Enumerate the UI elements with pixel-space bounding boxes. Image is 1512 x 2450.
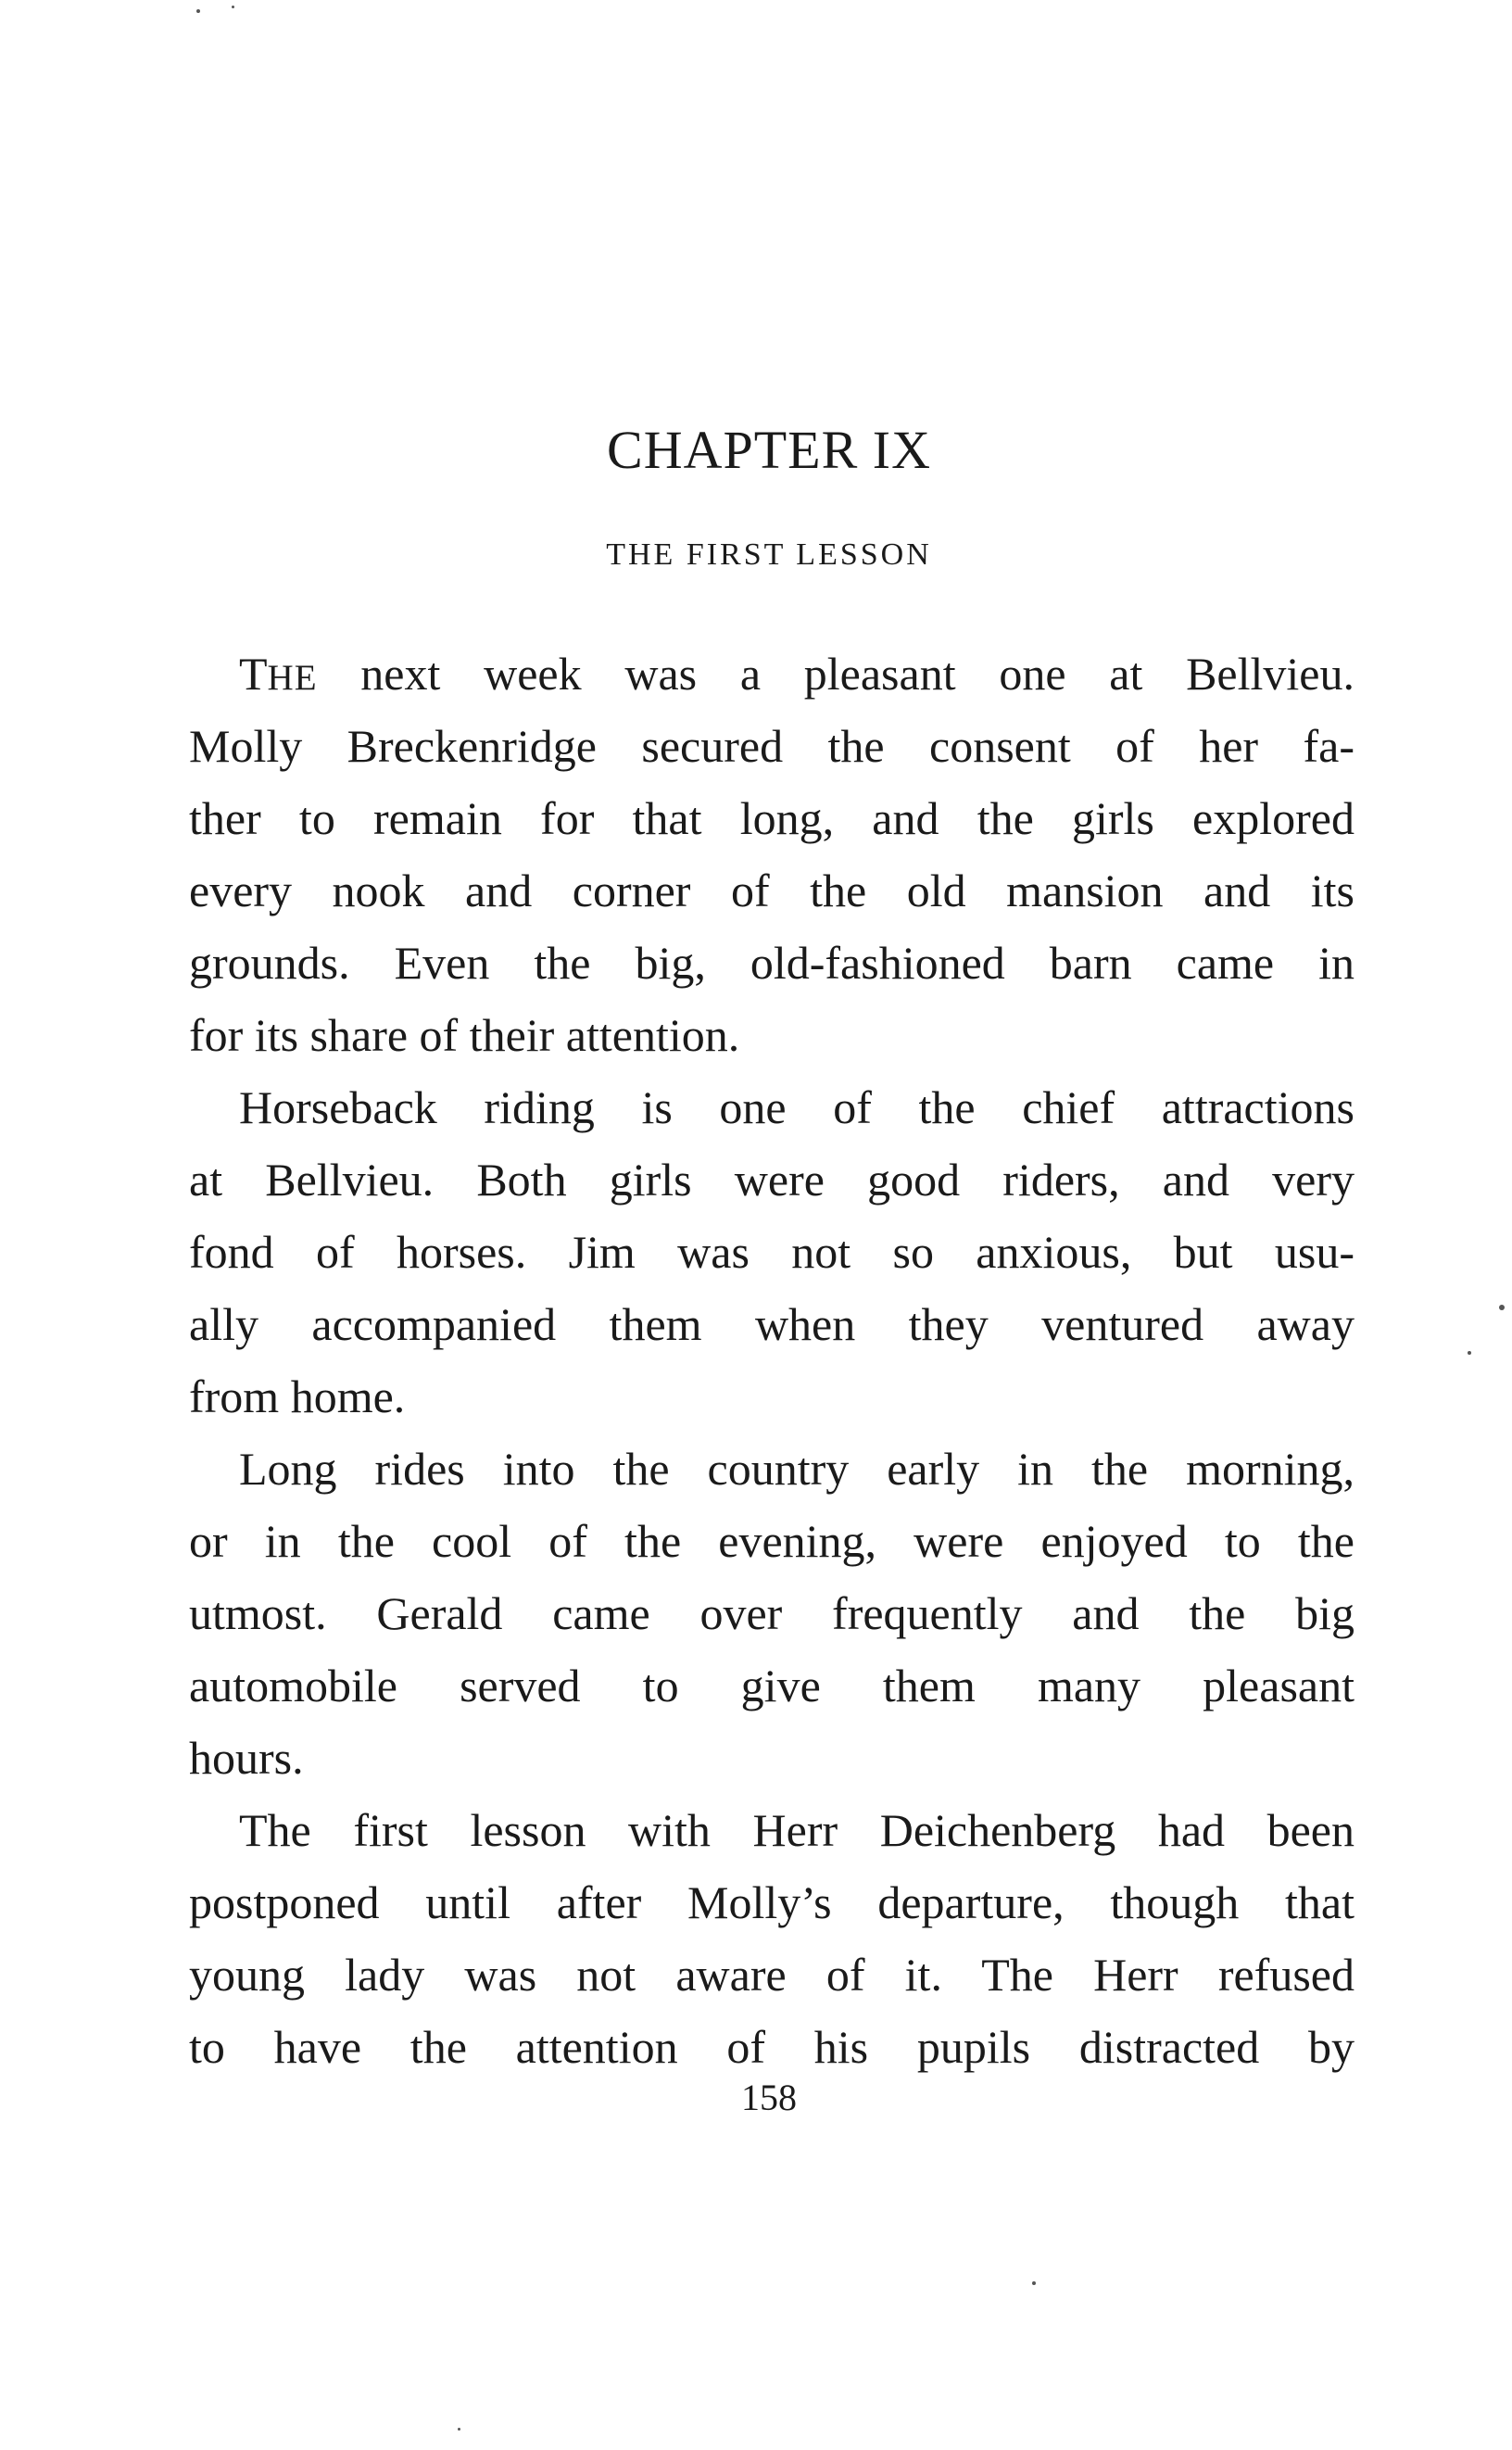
- scan-speck: [196, 9, 200, 13]
- first-line-text: next week was a pleasant one at Bellvieu.: [317, 648, 1354, 700]
- scan-speck: [232, 6, 234, 8]
- scan-speck: [1032, 2281, 1036, 2285]
- text-line: from home.: [189, 1370, 406, 1422]
- text-line: Horseback riding is one of the chief attractions: [239, 1081, 1354, 1133]
- small-caps-rest: HE: [267, 658, 318, 698]
- text-line: The first lesson with Herr Deichenberg had been: [239, 1804, 1354, 1856]
- chapter-title: CHAPTER IX: [607, 420, 931, 480]
- small-caps-initial: T: [239, 648, 268, 700]
- text-line: automobile served to give them many pleasant: [189, 1660, 1354, 1711]
- text-line: every nook and corner of the old mansion and its: [189, 865, 1354, 916]
- chapter-subtitle: THE FIRST LESSON: [606, 537, 932, 572]
- text-line: postponed until after Molly’s departure, though that: [189, 1876, 1354, 1928]
- scan-speck: [1499, 1305, 1505, 1310]
- text-line: to have the attention of his pupils distracted by: [189, 2021, 1354, 2073]
- text-line: utmost. Gerald came over frequently and the big: [189, 1587, 1354, 1639]
- text-line: ally accompanied them when they ventured away: [189, 1298, 1354, 1350]
- page-number: 158: [741, 2077, 797, 2118]
- text-line: young lady was not aware of it. The Herr refused: [189, 1949, 1354, 2001]
- scan-speck: [458, 2428, 460, 2431]
- text-line: Molly Breckenridge secured the consent of her fa-: [189, 720, 1354, 772]
- text-line: or in the cool of the evening, were enjoyed to the: [189, 1515, 1354, 1567]
- text-line: hours.: [189, 1732, 304, 1784]
- text-line: Long rides into the country early in the morning,: [239, 1443, 1354, 1495]
- text-line: [189, 638, 1354, 710]
- text-line: at Bellvieu. Both girls were good riders, and very: [189, 1154, 1354, 1206]
- text-line: fond of horses. Jim was not so anxious, but usu-: [189, 1226, 1354, 1278]
- text-line: ther to remain for that long, and the girls explored: [189, 792, 1354, 844]
- text-line: grounds. Even the big, old-fashioned barn came in: [189, 937, 1354, 989]
- body-text: [189, 638, 1354, 2083]
- scan-speck: [1468, 1351, 1471, 1355]
- text-line: for its share of their attention.: [189, 1009, 740, 1061]
